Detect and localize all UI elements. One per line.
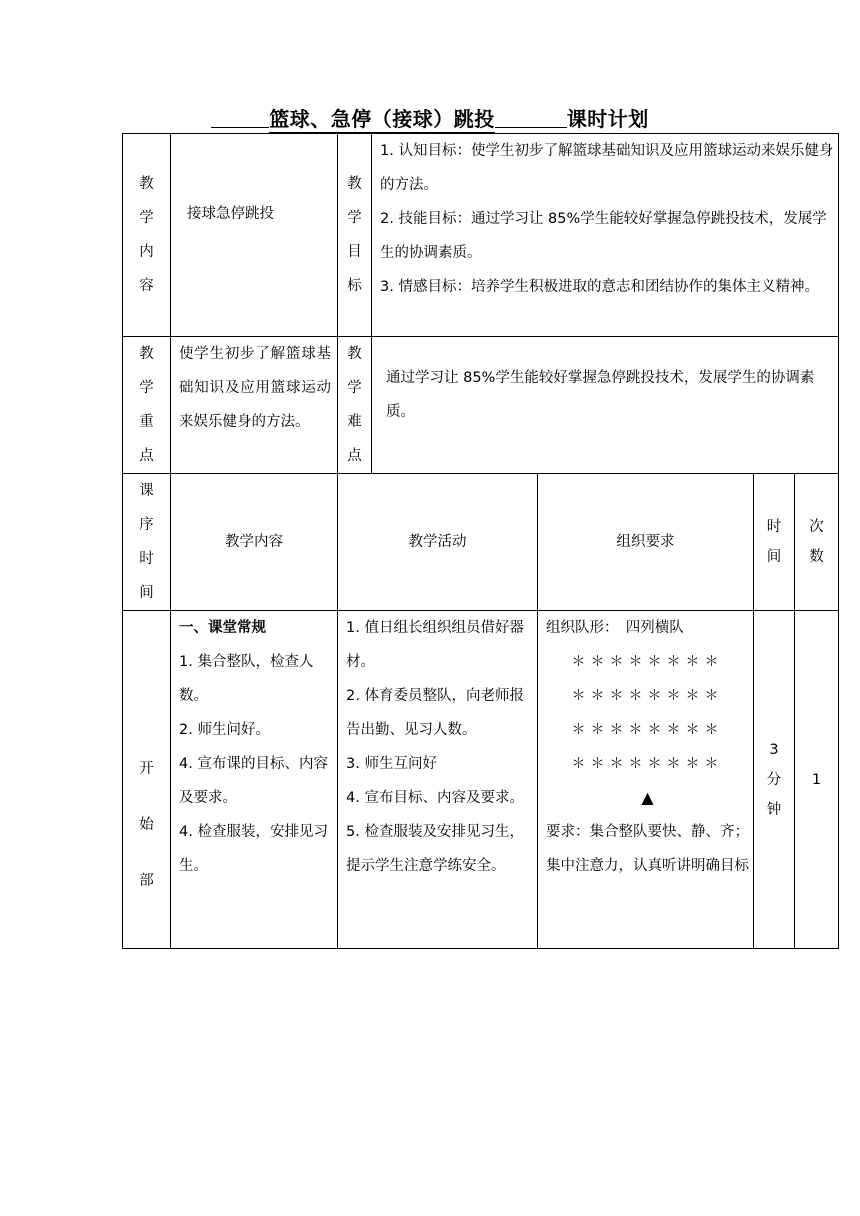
teacher-marker-icon: ▲ [641,788,654,807]
start-content-item: 1. 集合整队，检查人数。 [179,654,314,704]
row-header [123,474,839,611]
label-teaching-goals: 教 学 目 标 [338,134,372,337]
header-requirements: 组织要求 [538,474,754,611]
start-requirements [538,611,754,949]
row-start-section [123,611,839,949]
difficulty-value: 通过学习让 85%学生能较好掌握急停跳投技术，发展学生的协调素质。 [372,337,839,474]
goal-cognitive: 1. 认知目标：使学生初步了解篮球基础知识及应用篮球运动来娱乐健身的方法。 [380,143,834,193]
start-count: 1 [795,611,839,949]
start-activity-item: 4. 宣布目标、内容及要求。 [346,790,524,806]
formation-row: ＊＊＊＊＊＊＊＊ [571,722,724,738]
start-content [171,611,338,949]
start-activity-item: 3. 师生互问好 [346,756,437,772]
start-activity [338,611,538,949]
header-count: 次 数 [795,474,839,611]
row-teaching-content [123,134,839,337]
formation-label: 组织队形： 四列横队 [546,620,684,636]
key-points-value: 使学生初步了解篮球基础知识及应用篮球运动来娱乐健身的方法。 [171,337,338,474]
title-blank-lead [211,109,269,128]
header-content: 教学内容 [171,474,338,611]
header-time: 时 间 [754,474,795,611]
start-content-heading: 一、课堂常规 [179,620,266,636]
goal-skill: 2. 技能目标：通过学习让 85%学生能较好掌握急停跳投技术，发展学生的协调素质。 [380,211,827,261]
start-activity-item: 5. 检查服装及安排见习生，提示学生注意学练安全。 [346,824,524,874]
teaching-content-value: 接球急停跳投 [171,134,338,337]
start-activity-item: 2. 体育委员整队，向老师报告出勤、见习人数。 [346,688,524,738]
goal-affective: 3. 情感目标：培养学生积极进取的意志和团结协作的集体主义精神。 [380,279,819,295]
teaching-goals-list [372,134,839,337]
title-blank-tail [495,109,567,128]
label-difficulty: 教 学 难 点 [338,337,372,474]
label-teaching-content: 教 学 内 容 [123,134,171,337]
formation-row: ＊＊＊＊＊＊＊＊ [571,756,724,772]
start-activity-item: 1. 值日组长组织组员借好器材。 [346,620,524,670]
start-content-item: 4. 检查服装，安排见习生。 [179,824,328,874]
start-time: 3 分 钟 [754,611,795,949]
start-requirement-text: 要求：集合整队要快、静、齐；集中注意力，认真听讲明确目标 [546,824,749,874]
start-content-item: 2. 师生问好。 [179,722,270,738]
title-suffix: 课时计划 [566,107,649,131]
lesson-plan-table [122,133,839,949]
row-key-points [123,337,839,474]
label-start-section: 开 始 部 [123,611,171,949]
formation-row: ＊＊＊＊＊＊＊＊ [571,688,724,704]
page-title [0,103,860,133]
header-activity: 教学活动 [338,474,538,611]
label-key-points: 教 学 重 点 [123,337,171,474]
label-order-time: 课 序 时 间 [123,474,171,611]
start-content-item: 4. 宣布课的目标、内容及要求。 [179,756,328,806]
title-topic: 篮球、急停（接球）跳投 [269,103,495,133]
formation-row: ＊＊＊＊＊＊＊＊ [571,654,724,670]
